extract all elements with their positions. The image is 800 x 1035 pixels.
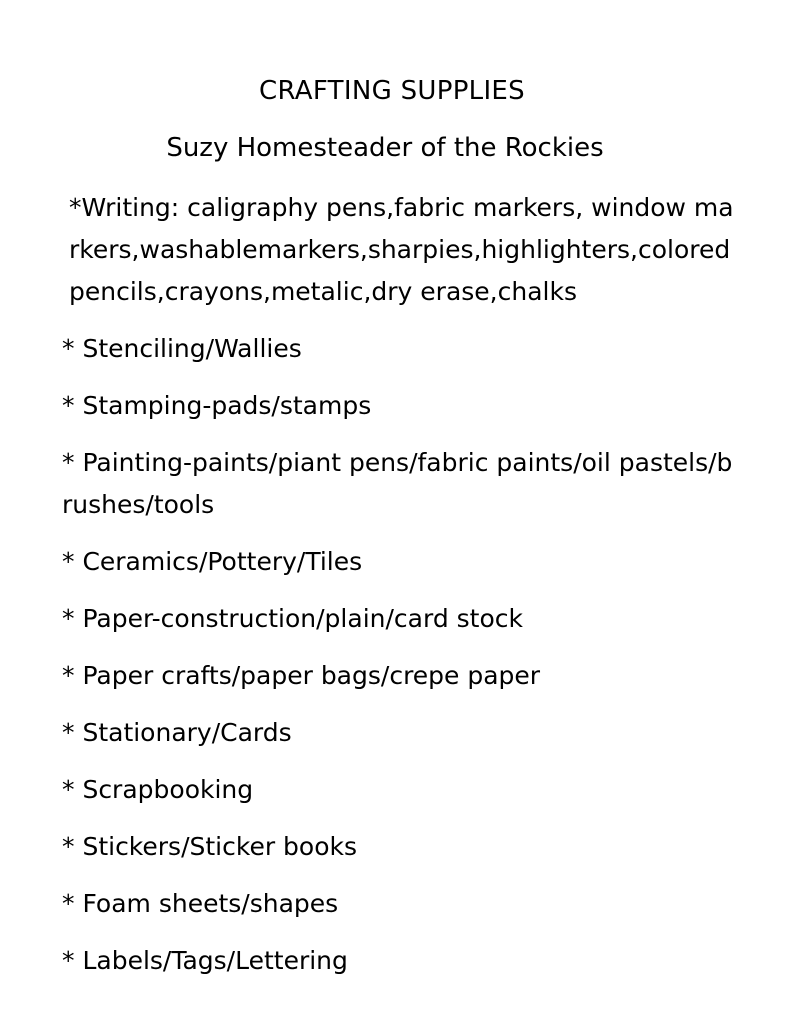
document-title: CRAFTING SUPPLIES: [259, 76, 525, 106]
list-item-labels: * Labels/Tags/Lettering: [62, 946, 348, 975]
list-item-stationary: * Stationary/Cards: [62, 718, 292, 747]
list-item-stamping: * Stamping-pads/stamps: [62, 391, 372, 420]
list-item-stenciling: * Stenciling/Wallies: [62, 334, 302, 363]
document-subtitle: Suzy Homesteader of the Rockies: [166, 133, 604, 163]
list-item-stickers: * Stickers/Sticker books: [62, 832, 358, 861]
list-item-foam-sheets: * Foam sheets/shapes: [62, 889, 339, 918]
list-item-paper-crafts: * Paper crafts/paper bags/crepe paper: [62, 661, 541, 690]
list-item-ceramics: * Ceramics/Pottery/Tiles: [62, 547, 363, 576]
list-item-paper-construction: * Paper-construction/plain/card stock: [62, 604, 523, 633]
list-item-painting: * Painting-paints/piant pens/fabric paints/oil pastels/brushes/tools: [62, 448, 733, 519]
list-item-scrapbooking: * Scrapbooking: [62, 775, 254, 804]
list-item-writing: *Writing: caligraphy pens,fabric markers, window markers,washablemarkers,sharpies,highlighters,colored pencils,crayons,metalic,dry erase,chalks: [69, 193, 734, 306]
supplies-list: [62, 187, 742, 997]
